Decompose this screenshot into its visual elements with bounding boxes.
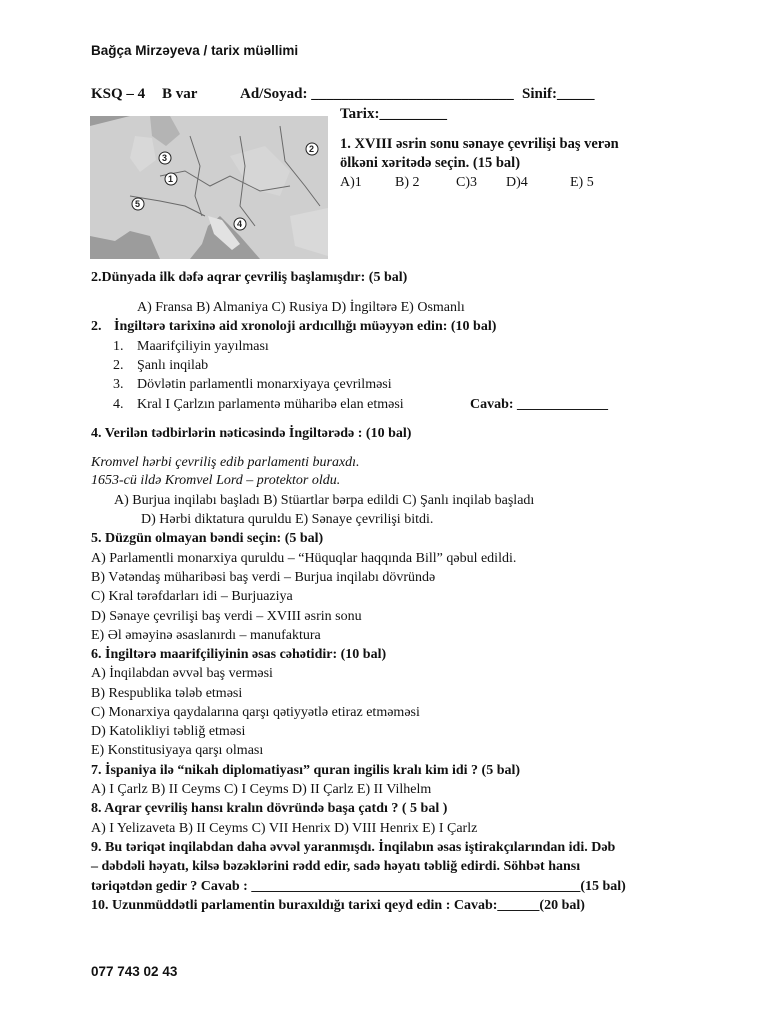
variant-label: B var bbox=[162, 86, 198, 102]
q3-title: İngiltərə tarixinə aid xronoloji ardıcıllığı müəyyən edin: (10 bal) bbox=[114, 319, 497, 334]
q7-options: A) I Çarlz B) II Ceyms C) I Ceyms D) II Çarlz E) II Vilhelm bbox=[91, 782, 432, 797]
footer-phone: 077 743 02 43 bbox=[91, 964, 178, 979]
q4-options-line2: D) Hərbi diktatura quruldu E) Sənaye çevrilişi bitdi. bbox=[141, 512, 434, 527]
q1-option-d: D)4 bbox=[506, 175, 528, 190]
q1-option-b: B) 2 bbox=[395, 175, 420, 190]
q9-text-line2: – dəbdəli həyatı, kilsə bəzəklərini rədd edir, sadə həyatı təbliğ edirdi. Söhbət hansı bbox=[91, 859, 581, 874]
map-marker-4: 4 bbox=[237, 219, 243, 229]
test-code: KSQ – 4 bbox=[91, 86, 146, 102]
q3-number: 2. bbox=[91, 319, 102, 334]
q6-option-d: D) Katolikliyi təbliğ etməsi bbox=[91, 724, 246, 739]
q3-item-text: Şanlı inqilab bbox=[137, 358, 209, 373]
q8-options: A) I Yelizaveta B) II Ceyms C) VII Henrix D) VIII Henrix E) I Çarlz bbox=[91, 821, 478, 836]
q9-answer-line: təriqətdən gedir ? Cavab : _______________________________________________(15 bal) bbox=[91, 879, 626, 894]
q3-item-number: 2. bbox=[113, 358, 124, 373]
author-header: Bağça Mirzəyeva / tarix müəllimi bbox=[91, 43, 299, 58]
q10-title: 10. Uzunmüddətli parlamentin buraxıldığı tarixi qeyd edin : Cavab:______(20 bal) bbox=[91, 898, 585, 913]
q1-text-line2: ölkəni xəritədə seçin. (15 bal) bbox=[340, 155, 521, 171]
q1-option-c: C)3 bbox=[456, 175, 477, 190]
q2-options: A) Fransa B) Almaniya C) Rusiya D) İngiltərə E) Osmanlı bbox=[137, 300, 465, 315]
q1-option-a: A)1 bbox=[340, 175, 362, 190]
q4-statement-1: Kromvel hərbi çevriliş edib parlamenti buraxdı. bbox=[91, 455, 360, 470]
q2-title: 2.Dünyada ilk dəfə aqrar çevriliş başlamışdır: (5 bal) bbox=[91, 270, 408, 285]
q9-text-line1: 9. Bu təriqət inqilabdan daha əvvəl yaranmışdı. İnqilabın əsas iştirakçılarından idi. Dəb bbox=[91, 840, 616, 855]
q6-option-e: E) Konstitusiyaya qarşı olması bbox=[91, 743, 264, 758]
q4-options-line1: A) Burjua inqilabı başladı B) Stüartlar bərpa edildi C) Şanlı inqilab başladı bbox=[114, 493, 535, 508]
q6-option-a: A) İnqilabdan əvvəl baş verməsi bbox=[91, 666, 273, 681]
q5-number: 5. bbox=[91, 531, 102, 546]
q5-title bbox=[91, 531, 323, 547]
q5-option-e: E) Əl əməyinə əsaslanırdı – manufaktura bbox=[91, 628, 321, 643]
q3-item-text: Maarifçiliyin yayılması bbox=[137, 339, 269, 354]
q8-title: 8. Aqrar çevriliş hansı kralın dövründə başa çatdı ? ( 5 bal ) bbox=[91, 801, 448, 816]
q6-option-b: B) Respublika tələb etməsi bbox=[91, 686, 243, 701]
q5-title-text: Düzgün olmayan bəndi seçin: (5 bal) bbox=[101, 531, 324, 546]
class-field: Sinif:_____ bbox=[522, 86, 595, 102]
q5-option-d: D) Sənaye çevrilişi baş verdi – XVIII əsrin sonu bbox=[91, 609, 362, 624]
q7-title: 7. İspaniya ilə “nikah diplomatiyası” quran ingilis kralı kim idi ? (5 bal) bbox=[91, 763, 521, 778]
q3-answer-field: Cavab: _____________ bbox=[470, 397, 609, 412]
q1-option-e: E) 5 bbox=[570, 175, 594, 190]
q5-option-c: C) Kral tərəfdarları idi – Burjuaziya bbox=[91, 589, 293, 604]
q4-statement-2: 1653-cü ildə Kromvel Lord – protektor oldu. bbox=[91, 473, 341, 488]
q5-option-a: A) Parlamentli monarxiya quruldu – “Hüquqlar haqqında Bill” qəbul edildi. bbox=[91, 551, 517, 566]
name-field: Ad/Soyad: ___________________________ bbox=[240, 86, 514, 102]
europe-map-image bbox=[90, 116, 328, 259]
map-marker-5: 5 bbox=[135, 199, 141, 209]
q3-item-text: Kral I Çarlzın parlamentə müharibə elan etməsi bbox=[137, 397, 404, 412]
q1-text-line1: 1. XVIII əsrin sonu sənaye çevrilişi baş verən bbox=[340, 136, 619, 152]
q5-option-b: B) Vətəndaş müharibəsi baş verdi – Burjua inqilabı dövründə bbox=[91, 570, 436, 585]
q6-title: 6. İngiltərə maarifçiliyinin əsas cəhətidir: (10 bal) bbox=[91, 647, 387, 662]
date-field: Tarix:_________ bbox=[340, 106, 447, 122]
map-marker-1: 1 bbox=[168, 174, 174, 184]
q6-option-c: C) Monarxiya qaydalarına qarşı qətiyyətlə etiraz etməməsi bbox=[91, 705, 420, 720]
q4-title: 4. Verilən tədbirlərin nəticəsində İngiltərədə : (10 bal) bbox=[91, 426, 412, 441]
q3-item-number: 4. bbox=[113, 397, 124, 412]
map-marker-3: 3 bbox=[162, 153, 168, 163]
q3-item-number: 3. bbox=[113, 377, 124, 392]
q3-item-number: 1. bbox=[113, 339, 124, 354]
q3-item-text: Dövlətin parlamentli monarxiyaya çevrilməsi bbox=[137, 377, 392, 392]
map-marker-2: 2 bbox=[309, 144, 315, 154]
